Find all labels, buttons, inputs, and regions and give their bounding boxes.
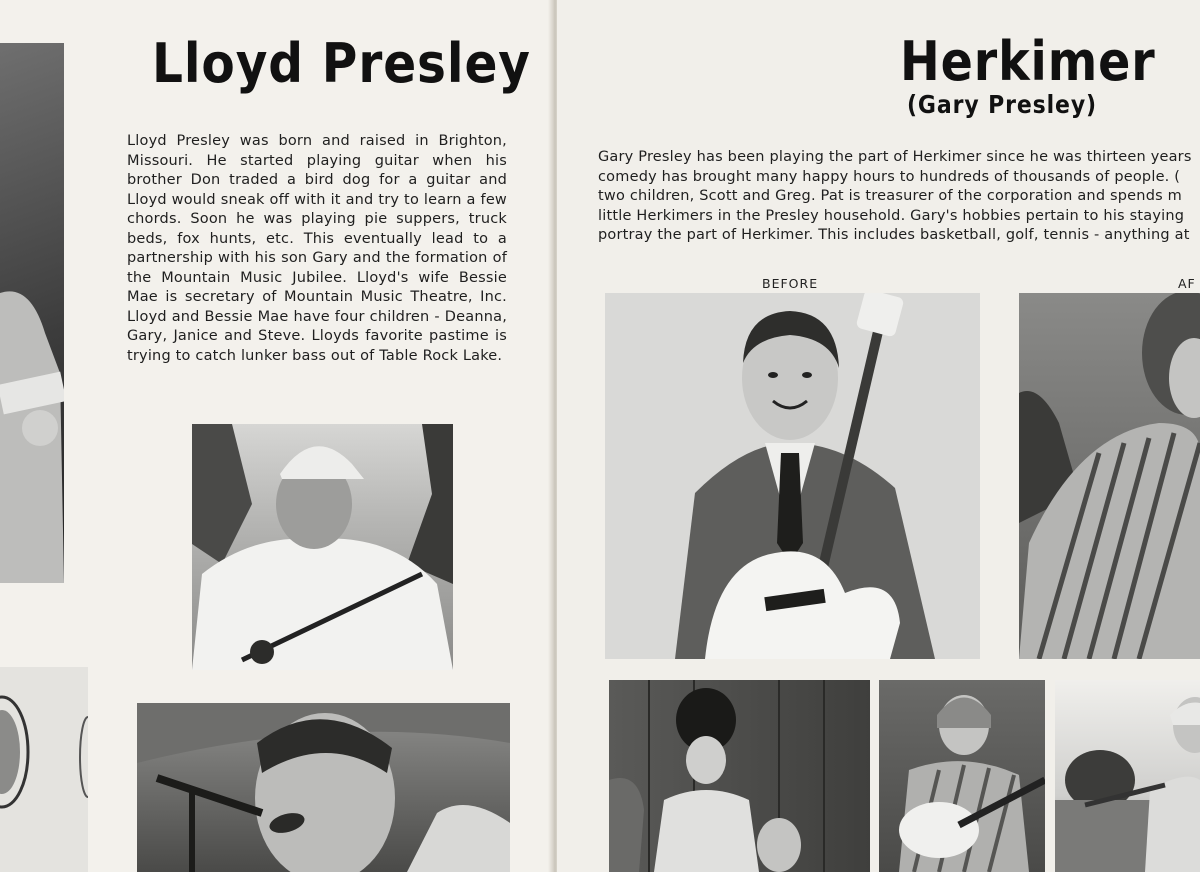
caption-after: AF	[1178, 276, 1196, 291]
photo-woman-beehive	[609, 680, 870, 872]
photo-lloyd-singing	[137, 703, 510, 872]
herkimer-bio-line: Gary Presley has been playing the part of Herkimer since he was thirteen years	[598, 149, 1192, 165]
photo-herkimer-outdoors	[1055, 680, 1200, 872]
herkimer-bio-line: comedy has brought many happy hours to hundreds of thousands of people. (	[598, 168, 1181, 185]
lloyd-presley-title: Lloyd Presley	[152, 32, 531, 95]
photo-herkimer-guitar	[879, 680, 1045, 872]
photo-emblem-edge	[0, 667, 88, 872]
herkimer-subtitle: (Gary Presley)	[907, 90, 1097, 119]
herkimer-bio-line: little Herkimers in the Presley household. Gary's hobbies pertain to his staying	[598, 207, 1185, 224]
herkimer-bio-line: two children, Scott and Greg. Pat is treasurer of the corporation and spends m	[598, 188, 1182, 204]
herkimer-title: Herkimer	[900, 30, 1156, 93]
lloyd-bio-paragraph: Lloyd Presley was born and raised in Brighton, Missouri. He started playing guitar when his brother Don traded a bird dog for a guitar and Lloyd would sneak off with it and try to learn a few chords. Soon he was playing pie suppers, truck beds, fox hunts, etc. This eventually lead to a partnership with his son Gary and the formation of the Mountain Music Jubilee. Lloyd's wife Bessie Mae is secretary of Mountain Music Theatre, Inc. Lloyd and Bessie Mae have four children - Deanna, Gary, Janice and Steve. Lloyds favorite pastime is trying to catch lunker bass out of Table Rock Lake.	[127, 133, 507, 364]
herkimer-bio-paragraph	[598, 148, 1200, 246]
photo-guitar-player-edge	[0, 43, 64, 583]
photo-gary-before	[605, 293, 980, 659]
caption-before: BEFORE	[762, 276, 819, 291]
herkimer-bio-line: portray the part of Herkimer. This includes basketball, golf, tennis - anything at	[598, 227, 1190, 243]
photo-herkimer-after	[1019, 293, 1200, 659]
photo-lloyd-fishing	[192, 424, 453, 670]
